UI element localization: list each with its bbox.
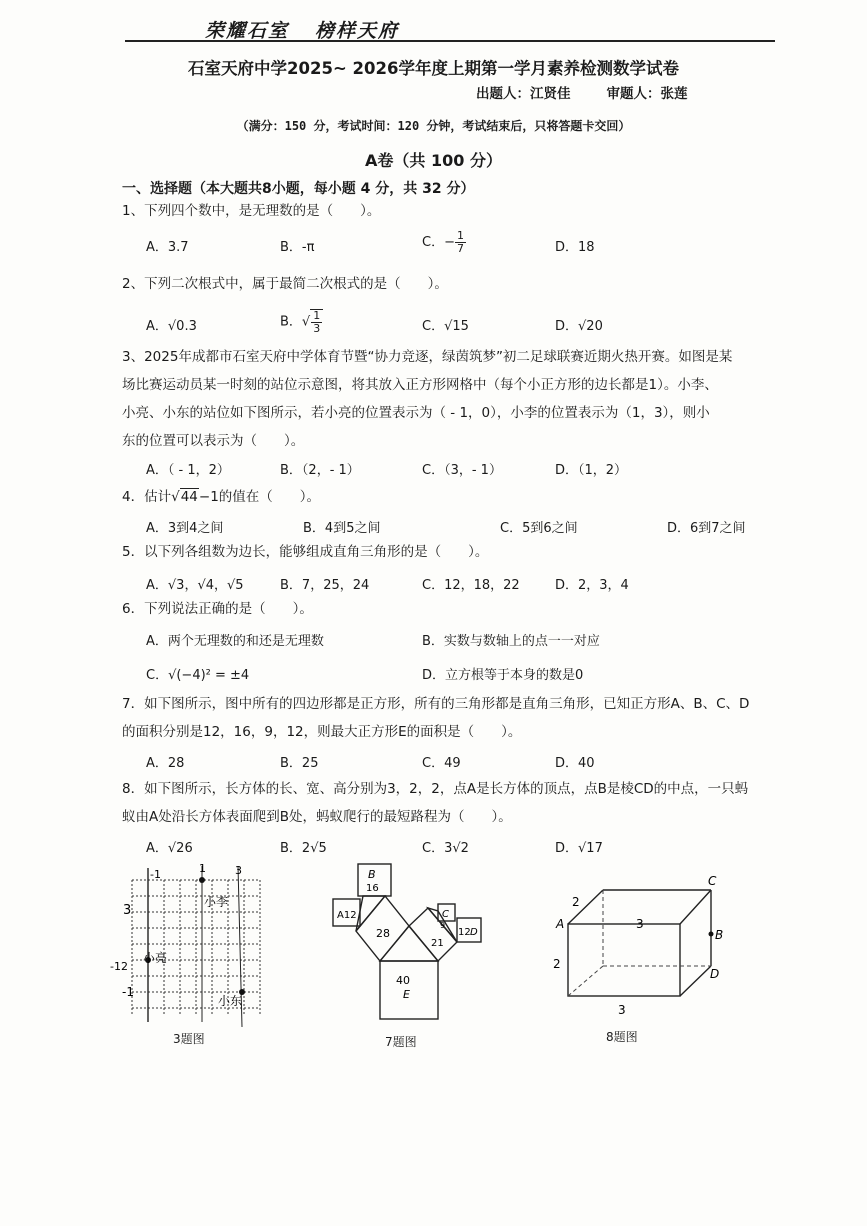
q2-option-b: B．√ $\frac{1}{3}$: [280, 309, 323, 335]
figure-7-caption: 7题图: [385, 1035, 417, 1049]
stem-prefix: 4．估计: [122, 489, 172, 505]
label-e-value: 40: [396, 974, 410, 987]
label-b: B: [715, 928, 724, 942]
school-motto: [205, 16, 399, 43]
label-c: C: [708, 874, 717, 888]
label-e: E: [403, 988, 410, 1001]
question-stem: 5．以下列各组数为边长，能够组成直角三角形的是（ ）。: [122, 544, 489, 560]
question-stem: 2、下列二次根式中，属于最简二次根式的是（ ）。: [122, 276, 448, 292]
q3-option-d: D．（1，2）: [555, 463, 628, 478]
q5-option-a: A．√3，√4，√5: [146, 578, 244, 593]
question-line: 7．如下图所示，图中所有的四边形都是正方形，所有的三角形都是直角三角形，已知正方形A、B、C、D: [122, 696, 750, 712]
question-line: 东的位置可以表示为（ ）。: [122, 433, 305, 449]
radicand: 44: [180, 489, 198, 505]
label-a: A12: [337, 910, 357, 921]
q7-option-b: B．25: [280, 756, 319, 771]
q2-option-c: C．√15: [422, 319, 469, 334]
q1-option-b: B．-π: [280, 240, 315, 255]
scribble-top2: 3: [235, 864, 242, 877]
label-width: 2: [572, 895, 580, 909]
question-line: 8．如下图所示，长方体的长、宽、高分别为3，2，2，点A是长方体的顶点，点B是棱CD的中点，一只蚂: [122, 781, 749, 797]
stem-suffix: −1的值在（ ）。: [198, 489, 321, 505]
question-line: 的面积分别是12，16，9，12，则最大正方形E的面积是（ ）。: [122, 724, 522, 740]
question-6: [122, 595, 782, 623]
question-line: 3、2025年成都市石室天府中学体育节暨“协力竞逐，绿茵筑梦”初二足球联赛近期火热开赛。如图是某: [122, 349, 733, 365]
reviewer: 审题人：张莲: [606, 86, 688, 102]
q6-option-b: B．实数与数轴上的点一一对应: [422, 634, 600, 649]
motto-left: 荣耀石室: [205, 20, 290, 42]
q6-option-c: C．√(−4)² = ±4: [146, 668, 250, 683]
motto-right: 榜样天府: [315, 20, 400, 42]
point-b: [709, 932, 714, 937]
q6-option-d: D．立方根等于本身的数是0: [422, 668, 584, 683]
scribble-left: -12: [110, 960, 128, 973]
label-length-top: 3: [636, 917, 644, 931]
cuboid-edge: [680, 966, 711, 996]
point-xiaoli: [199, 877, 205, 883]
question-line: 蚁由A处沿长方体表面爬到B处，蚂蚁爬行的最短路程为（ ）。: [122, 809, 512, 825]
section-title: 一、选择题（本大题共8小题，每小题 4 分，共 32 分）: [122, 181, 475, 197]
label-b-value: 16: [366, 883, 379, 894]
label-height: 2: [553, 957, 561, 971]
question-stem: 1、下列四个数中，是无理数的是（ ）。: [122, 203, 381, 219]
part-title: A卷（共 100 分）: [365, 151, 502, 170]
q5-option-b: B．7，25，24: [280, 578, 370, 593]
q7-option-d: D．40: [555, 756, 595, 771]
question-8: [122, 775, 782, 831]
q4-option-b: B．4到5之间: [303, 521, 381, 536]
denominator: 7: [456, 242, 464, 255]
q6-option-a: A．两个无理数的和还是无理数: [146, 634, 324, 649]
exam-title: 石室天府中学2025~ 2026学年度上期第一学月素养检测数学试卷: [188, 59, 679, 78]
label-d: D: [470, 927, 478, 938]
q8-option-a: A．√26: [146, 841, 193, 856]
q2-option-d: D．√20: [555, 319, 603, 334]
q7-option-c: C．49: [422, 756, 461, 771]
q8-option-b: B．2√5: [280, 841, 327, 856]
label-xiaoli: 小李: [204, 895, 229, 909]
numerator: 1: [456, 229, 464, 242]
question-line: 小亮、小东的站位如下图所示，若小亮的位置表示为（ - 1，0），小李的位置表示为（1，3），则小: [122, 405, 710, 421]
q3-option-c: C．（3，- 1）: [422, 463, 502, 478]
figure-3-caption: 3题图: [173, 1032, 205, 1046]
label-b: B: [368, 868, 376, 881]
label-xiaodong: 小东: [218, 994, 243, 1008]
option-b-prefix: B．: [280, 314, 302, 330]
fraction: [310, 309, 323, 335]
q3-option-a: A．（ - 1，2）: [146, 463, 230, 478]
q1-option-c: [422, 230, 466, 255]
cuboid-edge: [680, 890, 711, 924]
exam-authors: [476, 82, 688, 102]
figure-8-caption: 8题图: [606, 1030, 638, 1044]
header-rule: [125, 40, 775, 42]
q4-option-d: D．6到7之间: [667, 521, 746, 536]
q8-option-d: D．√17: [555, 841, 603, 856]
q1-option-d: D．18: [555, 240, 595, 255]
q8-option-c: C．3√2: [422, 841, 469, 856]
label-d-value: 12: [458, 927, 471, 938]
figure-7-squares: [325, 856, 495, 1028]
question-4: 4．估计√44−1的值在（ ）。: [122, 489, 321, 505]
label-mid-right: 21: [431, 938, 444, 949]
q5-option-d: D．2，3，4: [555, 578, 629, 593]
numerator: 1: [313, 309, 321, 322]
cuboid-front-face: [568, 924, 680, 996]
question-line: 场比赛运动员某一时刻的站位示意图，将其放入正方形网格中（每个小正方形的边长都是1）。小李、: [122, 377, 718, 393]
q2-option-a: A．√0.3: [146, 319, 197, 334]
option-c-prefix: C．−: [422, 235, 455, 250]
label-mid-left: 28: [376, 927, 390, 940]
q5-option-c: C．12，18，22: [422, 578, 520, 593]
fraction: [455, 230, 466, 255]
question-5: [122, 538, 782, 566]
label-length-bottom: 3: [618, 1003, 626, 1017]
denominator: 3: [313, 322, 321, 335]
question-2: [122, 270, 782, 298]
scribble-top: -1: [150, 868, 161, 881]
q1-option-a: A．3.7: [146, 240, 189, 255]
label-a: A: [556, 917, 565, 931]
y-tick-neg-label: -1: [122, 985, 134, 999]
label-c: C: [442, 909, 449, 920]
label-xiaoliang: 小亮: [143, 951, 168, 965]
figure-3-grid: [110, 862, 280, 1042]
question-3: [122, 343, 782, 455]
label-c-value: 9: [440, 921, 446, 930]
q4-option-c: C．5到6之间: [500, 521, 578, 536]
author: 出题人：江贤佳: [476, 86, 571, 102]
figure-8-cuboid: [548, 872, 738, 1022]
question-stem: 6．下列说法正确的是（ ）。: [122, 601, 313, 617]
question-1: [122, 197, 782, 225]
q3-option-b: B．（2，- 1）: [280, 463, 360, 478]
scribble-mid: 1: [199, 862, 206, 875]
label-d: D: [710, 967, 720, 981]
q7-option-a: A．28: [146, 756, 185, 771]
exam-notice: （满分：150 分，考试时间：120 分钟，考试结束后，只将答题卡交回）: [236, 119, 631, 133]
q4-option-a: A．3到4之间: [146, 521, 224, 536]
question-7: [122, 690, 782, 746]
hidden-edge: [568, 966, 603, 996]
y-tick-label: 3: [123, 903, 132, 918]
